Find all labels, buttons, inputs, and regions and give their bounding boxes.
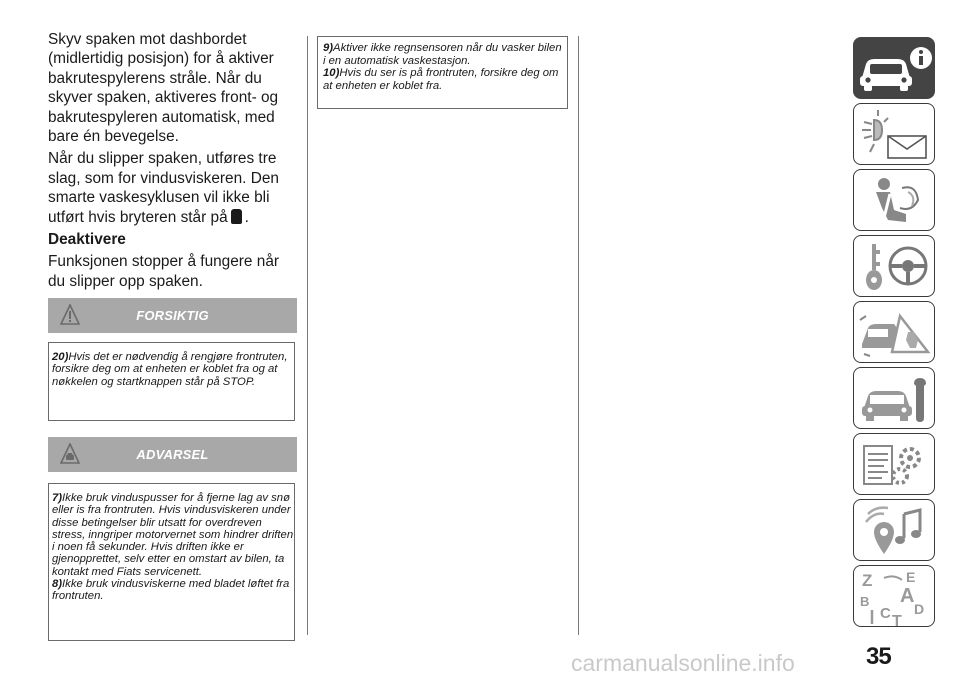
- heading-deactivate: Deaktivere: [48, 231, 126, 249]
- caution-label: FORSIKTIG: [136, 308, 209, 323]
- index-letter: E: [906, 569, 916, 585]
- tab-safety[interactable]: [853, 169, 935, 231]
- note-item-text: Hvis du ser is på frontruten, forsikre deg om at enheten er koblet fra.: [323, 67, 559, 92]
- warning-item: [52, 578, 294, 603]
- index-letter: C: [880, 605, 891, 622]
- paragraph-release-text: Når du slipper spaken, utføres tre slag, som for vindusviskeren. Den smarte vaskesyklusen vil ikke bli utført hvis bryteren står på: [48, 150, 279, 226]
- warning-label: ADVARSEL: [136, 447, 209, 462]
- paragraph-release: [48, 149, 298, 227]
- left-column: [48, 30, 298, 294]
- switch-symbol-icon: [231, 209, 242, 224]
- warning-item-text: Ikke bruk vinduspusser for å fjerne lag av snø eller is fra frontruten. Hvis vindusviskeren under disse betingelser blir utsatt for overdreven stress, inngriper motorvernet som hindrer driften i noen få sekunder. Hvis driften ikke er gjenopprettet, selv etter en omstart av bilen, ta kontakt med Fiats servicenett.: [52, 492, 294, 578]
- key-steering-icon: [854, 236, 935, 297]
- index-letter: D: [914, 601, 925, 617]
- paragraph-activate: Skyv spaken mot dashbordet (midlertidig posisjon) for å aktiver bakrutespylerens stråle. Når du skyver spaken, aktiveres front- og bakrutespyleren automatisk, med bare én bevegelse.: [48, 31, 279, 146]
- caution-item: [52, 351, 294, 388]
- tab-maintenance[interactable]: [853, 367, 935, 429]
- note-item-text: Aktiver ikke regnsensoren når du vasker bilen i en automatisk vaskestasjon.: [323, 42, 562, 67]
- emergency-warning-icon: [854, 302, 935, 363]
- tab-emergency[interactable]: [853, 301, 935, 363]
- caution-item-text: Hvis det er nødvendig å rengjøre frontruten, forsikre deg om at enheten er koblet fra og at nøkkelen og startknappen står på STOP.: [52, 351, 288, 388]
- caution-item-number: 20): [52, 351, 69, 363]
- warning-bar: [48, 437, 297, 472]
- warning-item-number: 8): [52, 578, 63, 591]
- index-letter: Z: [862, 571, 873, 590]
- warning-item-text: Ikke bruk vindusviskerne med bladet løftet fra frontruten.: [52, 578, 290, 603]
- caution-bar: [48, 298, 297, 333]
- paragraph-deactivate: Funksjonen stopper å fungere når du slipper opp spaken.: [48, 253, 280, 290]
- tab-index[interactable]: [853, 565, 935, 627]
- paragraph-release-end: .: [244, 208, 249, 226]
- technical-data-icon: [854, 434, 935, 495]
- warning-box: [48, 483, 295, 641]
- warning-item-number: 7): [52, 492, 63, 504]
- note-item: [323, 67, 567, 92]
- car-info-icon: [854, 38, 935, 99]
- page-number: 35: [866, 643, 891, 670]
- seat-safety-icon: [854, 170, 935, 231]
- index-letters-icon: [854, 566, 935, 627]
- watermark: carmanualsonline.info: [571, 650, 795, 676]
- tab-technical-data[interactable]: [853, 433, 935, 495]
- lights-message-icon: [854, 104, 935, 165]
- tab-car-info[interactable]: [853, 37, 935, 99]
- tab-lights-messages[interactable]: [853, 103, 935, 165]
- index-letter: T: [892, 613, 902, 628]
- note-item-number: 9): [323, 42, 334, 54]
- warning-item: [52, 492, 294, 578]
- caution-box: [48, 342, 295, 421]
- note-item: [323, 42, 567, 67]
- index-letter: A: [900, 585, 915, 607]
- column-divider: [578, 36, 579, 635]
- car-maintenance-icon: [854, 368, 935, 429]
- notes-box: [317, 36, 568, 109]
- tab-multimedia[interactable]: [853, 499, 935, 561]
- tab-starting-driving[interactable]: [853, 235, 935, 297]
- multimedia-icon: [854, 500, 935, 561]
- index-letter: B: [860, 594, 870, 609]
- column-divider: [307, 36, 308, 635]
- note-item-number: 10): [323, 67, 340, 80]
